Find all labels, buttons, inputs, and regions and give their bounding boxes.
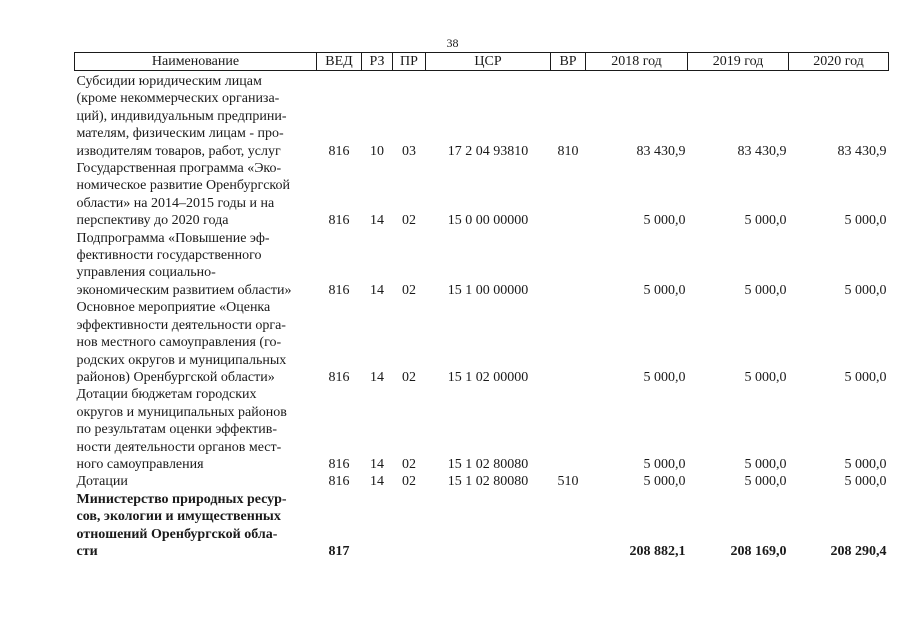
row-rz: 14 — [370, 213, 384, 229]
row-2019: 5 000,0 — [744, 282, 787, 298]
row-name-line: изводителям товаров, работ, услуг — [76, 143, 281, 159]
row-name — [75, 160, 317, 230]
row-name-line: перспективу до 2020 года — [76, 213, 229, 229]
row-name-line: Министерство природных ресур- — [76, 491, 287, 507]
budget-table — [74, 52, 889, 560]
row-2018: 5 000,0 — [643, 456, 686, 472]
row-name-line: сов, экологии и имущественных — [76, 509, 281, 525]
row-csr: 15 1 00 00000 — [447, 282, 529, 298]
header-2020: 2020 год — [789, 53, 889, 71]
row-2019: 208 169,0 — [730, 543, 787, 559]
row-pr: 03 — [402, 143, 416, 159]
row-pr: 02 — [402, 474, 416, 490]
row-name-line: (кроме некоммерческих организа- — [76, 91, 280, 107]
row-rz: 14 — [370, 474, 384, 490]
table-row — [75, 71, 889, 161]
row-pr: 02 — [402, 213, 416, 229]
row-2018: 208 882,1 — [629, 543, 686, 559]
row-csr: 17 2 04 93810 — [447, 143, 529, 159]
row-name-line: Субсидии юридическим лицам — [76, 74, 262, 89]
row-name-line: номическое развитие Оренбургской — [76, 178, 290, 194]
row-name-line: экономическим развитием области» — [76, 282, 292, 298]
row-2019: 5 000,0 — [744, 213, 787, 229]
row-ved: 816 — [328, 213, 350, 229]
row-name-line: Государственная программа «Эко- — [76, 161, 282, 177]
row-2020: 5 000,0 — [844, 456, 887, 472]
header-vr: ВР — [551, 53, 586, 71]
row-vr: 810 — [557, 143, 579, 159]
header-2019: 2019 год — [688, 53, 789, 71]
header-csr: ЦСР — [426, 53, 551, 71]
row-2018: 5 000,0 — [643, 369, 686, 385]
row-2019: 5 000,0 — [744, 456, 787, 472]
page-number: 38 — [446, 36, 459, 50]
row-ved: 816 — [328, 474, 350, 490]
row-name-line: сти — [76, 543, 98, 559]
table-row — [75, 473, 889, 490]
row-pr — [393, 491, 426, 561]
table-header — [75, 53, 889, 71]
row-vr — [551, 299, 586, 386]
row-name-line: эффективности деятельности орга- — [76, 317, 286, 333]
row-name-line: ций), индивидуальным предприни- — [76, 108, 287, 124]
table-body — [75, 71, 889, 561]
row-ved: 816 — [328, 282, 350, 298]
table-row — [75, 299, 889, 386]
row-rz — [362, 491, 393, 561]
row-csr — [426, 491, 551, 561]
table-row — [75, 230, 889, 300]
row-2018: 5 000,0 — [643, 474, 686, 490]
row-csr: 15 0 00 00000 — [447, 213, 529, 229]
row-name-line: нов местного самоуправления (го- — [76, 335, 282, 351]
header-pr: ПР — [393, 53, 426, 71]
row-csr: 15 1 02 00000 — [447, 369, 529, 385]
table-row — [75, 386, 889, 473]
row-2020: 5 000,0 — [844, 474, 887, 490]
header-rz: РЗ — [362, 53, 393, 71]
row-2018: 5 000,0 — [643, 282, 686, 298]
row-name — [75, 491, 317, 561]
row-pr: 02 — [402, 369, 416, 385]
row-name-line: по результатам оценки эффектив- — [76, 422, 278, 438]
header-row — [75, 53, 889, 71]
row-2020: 5 000,0 — [844, 213, 887, 229]
row-ved: 816 — [328, 143, 350, 159]
row-name-line: Подпрограмма «Повышение эф- — [76, 230, 270, 246]
table-row — [75, 491, 889, 561]
row-name — [75, 230, 317, 300]
row-2018: 5 000,0 — [643, 213, 686, 229]
row-name-line: управления социально- — [76, 265, 216, 281]
row-vr: 510 — [557, 474, 579, 490]
row-name-line: ного самоуправления — [76, 456, 204, 472]
row-2020: 5 000,0 — [844, 369, 887, 385]
row-vr — [551, 230, 586, 300]
row-name-line: области» на 2014–2015 годы и на — [76, 195, 275, 211]
row-name-line: Дотации бюджетам городских — [76, 387, 257, 403]
row-ved: 816 — [328, 369, 350, 385]
row-name-line: районов) Оренбургской области» — [76, 369, 275, 385]
row-name — [75, 299, 317, 386]
row-name-line: Дотации — [76, 474, 128, 490]
row-name-line: ности деятельности органов мест- — [76, 439, 282, 455]
row-pr: 02 — [402, 282, 416, 298]
table-row — [75, 160, 889, 230]
row-name-line: отношений Оренбургской обла- — [76, 526, 278, 542]
row-name — [75, 386, 317, 473]
row-ved: 816 — [328, 456, 350, 472]
row-vr — [551, 386, 586, 473]
row-2020: 83 430,9 — [837, 143, 887, 159]
row-csr: 15 1 02 80080 — [447, 456, 529, 472]
row-name-line: мателям, физическим лицам - про- — [76, 126, 284, 142]
row-2018: 83 430,9 — [636, 143, 686, 159]
header-name: Наименование — [75, 53, 317, 71]
row-name-line: родских округов и муниципальных — [76, 352, 287, 368]
row-2020: 208 290,4 — [830, 543, 887, 559]
header-2018: 2018 год — [586, 53, 688, 71]
row-rz: 14 — [370, 369, 384, 385]
row-2019: 5 000,0 — [744, 474, 787, 490]
row-vr — [551, 160, 586, 230]
row-rz: 14 — [370, 456, 384, 472]
row-vr — [551, 491, 586, 561]
row-name-line: фективности государственного — [76, 248, 262, 264]
row-2019: 83 430,9 — [737, 143, 787, 159]
row-name-line: округов и муниципальных районов — [76, 404, 287, 420]
row-name-line: Основное мероприятие «Оценка — [76, 300, 271, 316]
row-2020: 5 000,0 — [844, 282, 887, 298]
row-name — [75, 473, 317, 490]
row-pr: 02 — [402, 456, 416, 472]
row-rz: 14 — [370, 282, 384, 298]
row-2019: 5 000,0 — [744, 369, 787, 385]
row-csr: 15 1 02 80080 — [447, 474, 529, 490]
row-name — [75, 71, 317, 161]
header-ved: ВЕД — [317, 53, 362, 71]
row-ved: 817 — [328, 543, 350, 559]
row-rz: 10 — [370, 143, 384, 159]
